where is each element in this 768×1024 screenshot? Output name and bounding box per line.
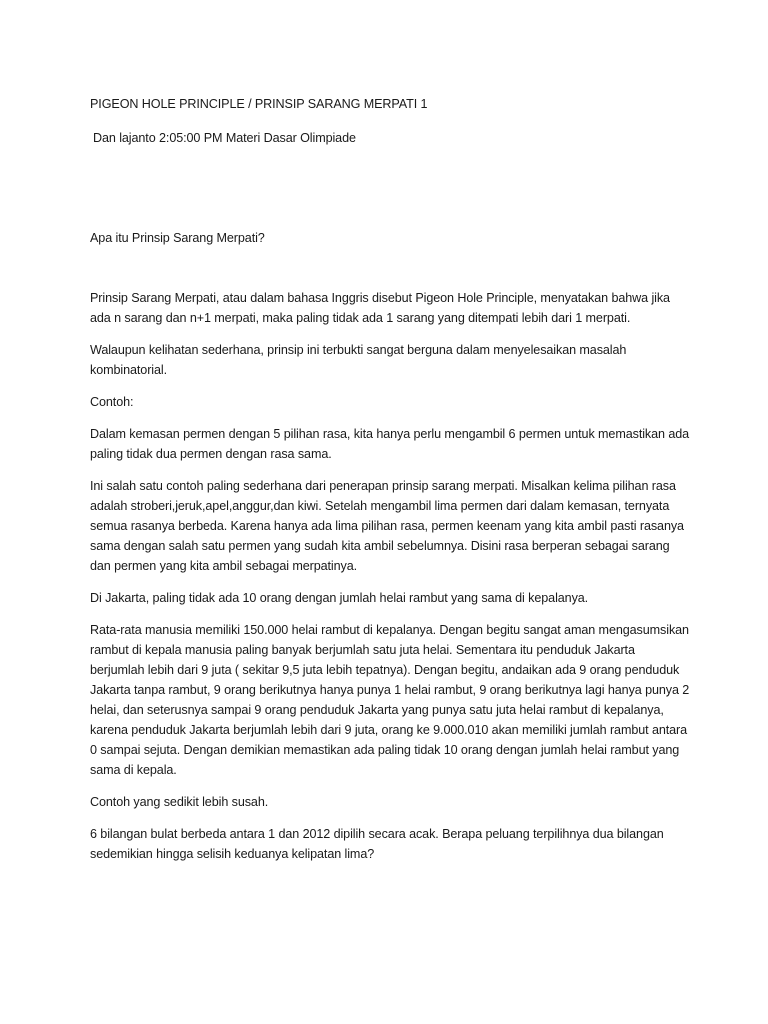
document-title: PIGEON HOLE PRINCIPLE / PRINSIP SARANG MERPATI 1 [90,97,428,111]
paragraph-harder-example-heading: Contoh yang sedikit lebih susah. [90,795,269,809]
paragraph-definition: Prinsip Sarang Merpati, atau dalam bahasa Inggris disebut Pigeon Hole Principle, menyatakan bahwa jika ada n sarang dan n+1 merpati, maka paling tidak ada 1 sarang yang ditempati lebih dari 1 merpati. [90,291,670,325]
document-body [90,94,690,876]
paragraph-jakarta-claim: Di Jakarta, paling tidak ada 10 orang dengan jumlah helai rambut yang sama di kepalanya. [90,591,589,605]
paragraph-usefulness: Walaupun kelihatan sederhana, prinsip ini terbukti sangat berguna dalam menyelesaikan masalah kombinatorial. [90,343,627,377]
paragraph-candy-explanation: Ini salah satu contoh paling sederhana dari penerapan prinsip sarang merpati. Misalkan kelima pilihan rasa adalah stroberi,jeruk,apel,anggur,dan kiwi. Setelah mengambil lima permen dari dalam kemasan, ternyata semua rasanya berbeda. Karena hanya ada lima pilihan rasa, permen keenam yang kita ambil pasti rasanya sama dengan salah satu permen yang sudah kita ambil sebelumnya. Disini rasa berperan sebagai sarang dan permen yang kita ambil sebagai merpatinya. [90,479,684,573]
paragraph-example-heading: Contoh: [90,395,134,409]
paragraph-candy-example: Dalam kemasan permen dengan 5 pilihan rasa, kita hanya perlu mengambil 6 permen untuk memastikan ada paling tidak dua permen dengan rasa sama. [90,427,690,461]
paragraph-probability-question: 6 bilangan bulat berbeda antara 1 dan 2012 dipilih secara acak. Berapa peluang terpilihnya dua bilangan sedemikian hingga selisih keduanya kelipatan lima? [90,827,664,861]
section-question: Apa itu Prinsip Sarang Merpati? [90,231,265,245]
paragraph-jakarta-explanation: Rata-rata manusia memiliki 150.000 helai rambut di kepalanya. Dengan begitu sangat aman mengasumsikan rambut di kepala manusia paling banyak berjumlah satu juta helai. Sementara itu penduduk Jakarta berjumlah lebih dari 9 juta ( sekitar 9,5 juta lebih tepatnya). Dengan begitu, andaikan ada 9 orang penduduk Jakarta tanpa rambut, 9 orang berikutnya hanya punya 1 helai rambut, 9 orang berikutnya lagi hanya punya 2 helai, dan seterusnya sampai 9 orang penduduk Jakarta yang punya satu juta helai rambut di kepalanya, karena penduduk Jakarta berjumlah lebih dari 9 juta, orang ke 9.000.010 akan memiliki jumlah rambut antara 0 sampai sejuta. Dengan demikian memastikan ada paling tidak 10 orang dengan jumlah helai rambut yang sama di kepala. [90,623,690,777]
document-meta: Dan lajanto 2:05:00 PM Materi Dasar Olimpiade [93,131,356,145]
